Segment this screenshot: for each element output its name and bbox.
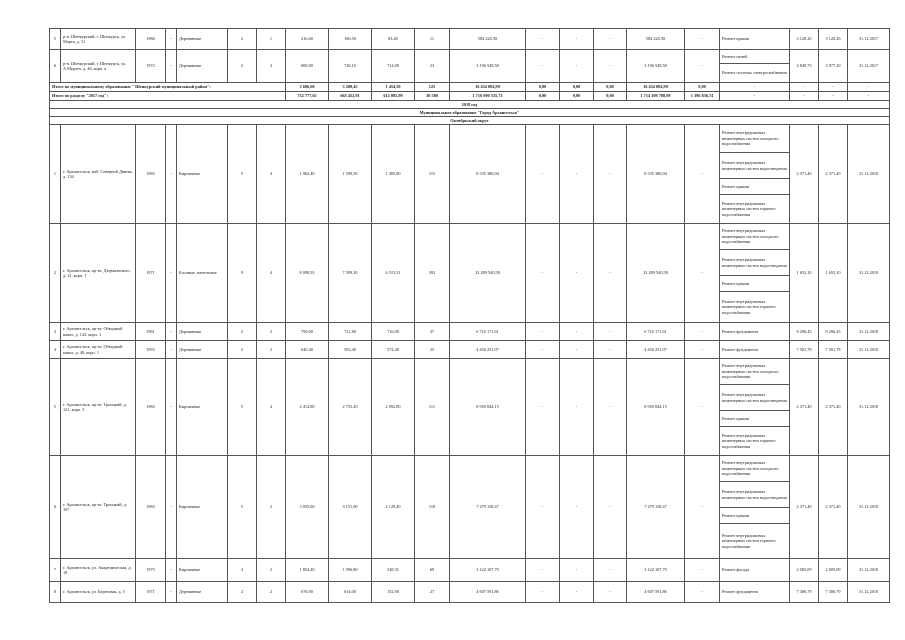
limit-cost-cell: 3 977,20 (819, 50, 848, 83)
total-limit-cell: - (819, 92, 848, 101)
residential-area-cell: 2 129,40 (372, 456, 415, 559)
floors-cell: 2 (228, 582, 257, 603)
total-c3-cell: 0,00 (594, 83, 627, 92)
total-sum2-cell: 16 434 084,99 (627, 83, 685, 92)
fund-cell: - (594, 359, 627, 456)
address-cell: г. Архангельск, пр-кт. Троицкий, д. 121, корп. 5 (61, 359, 136, 456)
row-number: 5 (50, 359, 61, 456)
total-area-cell: 732 777,65 (286, 92, 329, 101)
entrances-cell: 2 (257, 582, 286, 603)
entrances-cell: 2 (257, 323, 286, 341)
wall-material-cell: Блочные, панельные (177, 224, 228, 323)
work-type-item: Ремонт крыши (722, 36, 750, 42)
capital-repair-table (49, 28, 890, 603)
wall-material-cell: Деревянные (177, 582, 228, 603)
limit-cost-cell: 2 371,40 (819, 359, 848, 456)
row-number: 6 (50, 50, 61, 83)
deadline-cell: 31.12.2018 (848, 456, 890, 559)
limit-cost-cell: 1 652,10 (819, 224, 848, 323)
cost-total-cell: 32 289 540,58 (450, 224, 526, 323)
other-funds-cell: - (685, 50, 720, 83)
unit-cost-cell: 9 296,45 (790, 323, 819, 341)
floors-cell: 2 (228, 323, 257, 341)
floors-cell: 2 (228, 29, 257, 50)
other-funds-cell: - (685, 582, 720, 603)
living-area-cell: 721,80 (329, 323, 372, 341)
work-type-item: Ремонт внутридомовых инженерных систем горячего водоснабжения (722, 298, 776, 315)
floors-cell: 5 (228, 359, 257, 456)
year-cell: 1960 (136, 29, 166, 50)
wall-material-cell: Деревянные (177, 50, 228, 83)
entrances-cell: 1 (257, 29, 286, 50)
fund-cell: - (560, 456, 594, 559)
work-types-cell (720, 559, 790, 582)
table-row (50, 50, 890, 83)
total-date-cell: - (848, 83, 890, 92)
fund-cell: - (594, 50, 627, 83)
other-funds-cell: - (685, 125, 720, 224)
work-types-cell (720, 50, 790, 83)
fund-cell: - (526, 29, 560, 50)
work-type-item: Ремонт фундамента (722, 589, 759, 595)
owners-funds-cell: 6 710 171,61 (627, 323, 685, 341)
floors-cell: 4 (228, 559, 257, 582)
work-type-item: Ремонт внутридомовых инженерных систем водоотведения (720, 153, 789, 179)
work-type-item: Ремонт внутридомовых инженерных систем водоотведения (720, 482, 789, 508)
residential-area-cell: 572,40 (372, 341, 415, 359)
fund-cell: - (594, 582, 627, 603)
fund-cell: - (560, 323, 594, 341)
residents-cell: 118 (415, 456, 450, 559)
residential-area-cell: 83,40 (372, 29, 415, 50)
residents-cell: 111 (415, 359, 450, 456)
cost-total-cell: 6 710 171,61 (450, 323, 526, 341)
wall-material-cell: Кирпичные (177, 456, 228, 559)
blank-cell: - (166, 559, 177, 582)
total-area-cell: 640,40 (286, 341, 329, 359)
fund-cell: - (526, 456, 560, 559)
total-label: Итого по муниципальному образованию " Шенкурский муниципальный район": (50, 83, 286, 92)
work-type-item: Ремонт фундамента (722, 328, 759, 334)
owners-funds-cell: 4 607 591,86 (627, 582, 685, 603)
work-type-item: Ремонт печей (720, 50, 789, 64)
work-type-item: Ремонт фундамента (722, 346, 759, 352)
owners-funds-cell: 584 226,58 (627, 29, 685, 50)
fund-cell: - (526, 125, 560, 224)
limit-cost-cell: 3 120,26 (819, 29, 848, 50)
fund-cell: - (594, 125, 627, 224)
work-types-cell (720, 341, 790, 359)
other-funds-cell: - (685, 341, 720, 359)
floors-cell: 2 (228, 50, 257, 83)
wall-material-cell: Деревянные (177, 323, 228, 341)
living-area-cell: 728,10 (329, 50, 372, 83)
living-area-cell: 160,50 (329, 29, 372, 50)
total-works-cell: - (720, 92, 790, 101)
limit-cost-cell: 9 296,45 (819, 323, 848, 341)
row-number: 6 (50, 456, 61, 559)
blank-cell: - (166, 29, 177, 50)
cost-total-cell: 7 479 158,47 (450, 456, 526, 559)
fund-cell: - (560, 125, 594, 224)
living-area-cell: 2 755,20 (329, 359, 372, 456)
total-area-cell: 8 098,93 (286, 224, 329, 323)
work-type-item: Ремонт внутридомовых инженерных систем холодного водоснабжения (720, 125, 789, 153)
work-type-item: Ремонт крыши (720, 411, 789, 427)
wall-material-cell: Кирпичные (177, 125, 228, 224)
blank-cell: - (166, 323, 177, 341)
total-cost-cell: - (790, 83, 819, 92)
work-types-cell (720, 582, 790, 603)
work-type-item: Ремонт внутридомовых инженерных систем водоотведения (720, 385, 789, 411)
address-cell: г. Архангельск, ул. Академическая, д. 18 (61, 559, 136, 582)
blank-cell: - (166, 341, 177, 359)
address-cell: р-н. Шенкурский, г. Шенкурск, ул. А.Мурата, д. 46, корп. а (61, 50, 136, 83)
address-cell: г. Архангельск, пр-кт. Троицкий, д. 167 (61, 456, 136, 559)
work-type-item: Ремонт системы электроснабжения (722, 70, 787, 76)
unit-cost-cell: 7 501,78 (790, 341, 819, 359)
row-number: 2 (50, 224, 61, 323)
fund-cell: - (526, 224, 560, 323)
entrances-cell: 4 (257, 224, 286, 323)
other-funds-cell: - (685, 559, 720, 582)
fund-cell: - (526, 323, 560, 341)
address-cell: г. Архангельск, пр-кт. Дзержинского, д. 21, корп. 1 (61, 224, 136, 323)
work-types-cell (720, 359, 790, 456)
residents-cell: 11 (415, 29, 450, 50)
residential-area-cell: 714,00 (372, 50, 415, 83)
floors-cell: 5 (228, 456, 257, 559)
work-type-item: Ремонт внутридомовых инженерных систем горячего водоснабжения (722, 532, 776, 549)
limit-cost-cell: 2 371,40 (819, 456, 848, 559)
spreadsheet-page (49, 28, 879, 603)
residents-cell: 392 (415, 224, 450, 323)
total-area-cell: 2 414,80 (286, 359, 329, 456)
district-header-row (50, 117, 890, 125)
cost-total-cell: 3 196 549,58 (450, 50, 526, 83)
floors-cell: 5 (228, 125, 257, 224)
residential-area-cell: 548,31 (372, 559, 415, 582)
total-sum-cell: 16 434 084,99 (450, 83, 526, 92)
total-sum-cell: 1 716 090 535,73 (450, 92, 526, 101)
total-area-cell: 676,90 (286, 582, 329, 603)
table-row (50, 29, 890, 50)
total-area-cell: 1 854,40 (286, 559, 329, 582)
other-funds-cell: - (685, 224, 720, 323)
address-cell: г. Архангельск, наб. Северной Двины, д. 134 (61, 125, 136, 224)
total-area-r-cell: 1 454,50 (372, 83, 415, 92)
entrances-cell: 2 (257, 456, 286, 559)
total-area-cell: 790,00 (286, 323, 329, 341)
fund-cell: - (526, 582, 560, 603)
wall-material-cell: Деревянные (177, 341, 228, 359)
address-cell: г. Архангельск, ул. Берёзовая, д. 5 (61, 582, 136, 603)
unit-cost-cell: 2 371,40 (790, 359, 819, 456)
table-row (50, 559, 890, 582)
total-people-cell: 125 (415, 83, 450, 92)
wall-material-cell: Деревянные (177, 29, 228, 50)
fund-cell: - (560, 50, 594, 83)
living-area-cell: 1 599,50 (329, 125, 372, 224)
total-c3-cell: 0,00 (594, 92, 627, 101)
row-number: 5 (50, 29, 61, 50)
fund-cell: - (594, 456, 627, 559)
unit-cost-cell: 4 849,73 (790, 50, 819, 83)
municipality-total-row (50, 83, 890, 92)
total-cost-cell: - (790, 92, 819, 101)
row-number: 7 (50, 559, 61, 582)
total-area-cell: 1 962,40 (286, 125, 329, 224)
owners-funds-cell: 4 456 251,07 (627, 341, 685, 359)
fund-cell: - (594, 559, 627, 582)
limit-cost-cell: 2 371,40 (819, 125, 848, 224)
year-cell: 1971 (136, 224, 166, 323)
total-area-l-cell: 665 452,91 (329, 92, 372, 101)
total-area-cell: 3 055,60 (286, 456, 329, 559)
entrances-cell: 4 (257, 125, 286, 224)
row-number: 4 (50, 341, 61, 359)
owners-funds-cell: 7 479 158,47 (627, 456, 685, 559)
fund-cell: - (526, 50, 560, 83)
fund-cell: - (560, 29, 594, 50)
work-types-cell (720, 29, 790, 50)
work-type-item: Ремонт фасада (722, 567, 750, 573)
year-header-row (50, 101, 890, 109)
deadline-cell: 31.12.2018 (848, 224, 890, 323)
work-type-item: Ремонт внутридомовых инженерных систем холодного водоснабжения (720, 359, 789, 385)
year-cell: 1972 (136, 50, 166, 83)
owners-funds-cell: 8 950 844,15 (627, 359, 685, 456)
residential-area-cell: 152,90 (372, 582, 415, 603)
total-date-cell: - (848, 92, 890, 101)
year-cell: 1971 (136, 582, 166, 603)
district-header-row-text: Октябрьский округ (50, 117, 890, 125)
fund-cell: - (560, 559, 594, 582)
total-people-cell: 30 580 (415, 92, 450, 101)
municipality-header-row (50, 109, 890, 117)
wall-material-cell: Кирпичные (177, 559, 228, 582)
address-cell: г. Архангельск, пр-кт. Обводный канал, д. 143, корп. 1 (61, 323, 136, 341)
total-area-cell: 800,00 (286, 50, 329, 83)
deadline-cell: 31.12.2018 (848, 582, 890, 603)
fund-cell: - (560, 224, 594, 323)
blank-cell: - (166, 456, 177, 559)
table-row (50, 359, 890, 456)
residents-cell: 69 (415, 559, 450, 582)
living-area-cell: 1 596,80 (329, 559, 372, 582)
residents-cell: 115 (415, 125, 450, 224)
other-funds-cell: - (685, 29, 720, 50)
fund-cell: - (526, 359, 560, 456)
residents-cell: 25 (415, 341, 450, 359)
entrances-cell: 2 (257, 559, 286, 582)
table-row (50, 323, 890, 341)
total-limit-cell: - (819, 83, 848, 92)
fund-cell: - (594, 341, 627, 359)
residents-cell: 37 (415, 323, 450, 341)
year-cell: 1965 (136, 125, 166, 224)
fund-cell: - (594, 323, 627, 341)
total-c1-cell: 0,00 (526, 92, 560, 101)
fund-cell: - (594, 29, 627, 50)
owners-funds-cell: 32 289 540,58 (627, 224, 685, 323)
deadline-cell: 31.12.2018 (848, 341, 890, 359)
living-area-cell: 614,00 (329, 582, 372, 603)
residents-cell: 27 (415, 582, 450, 603)
work-type-item: Ремонт крыши (720, 276, 789, 292)
blank-cell: - (166, 359, 177, 456)
blank-cell: - (166, 224, 177, 323)
total-c4-cell: 1 396 836,74 (685, 92, 720, 101)
table-row (50, 582, 890, 603)
table-row (50, 456, 890, 559)
total-c2-cell: 0,00 (560, 83, 594, 92)
work-type-item: Ремонт внутридомовых инженерных систем холодного водоснабжения (720, 224, 789, 250)
work-type-item: Ремонт внутридомовых инженерных систем горячего водоснабжения (722, 200, 776, 217)
total-sum2-cell: 1 714 109 788,09 (627, 92, 685, 101)
total-c4-cell: 0,00 (685, 83, 720, 92)
total-area-r-cell: 612 085,09 (372, 92, 415, 101)
year-cell: 1955 (136, 341, 166, 359)
municipality-header-row-text: Муниципальное образование "Город Архангельск" (50, 109, 890, 117)
table-row (50, 224, 890, 323)
fund-cell: - (526, 341, 560, 359)
cost-total-cell: 8 950 844,15 (450, 359, 526, 456)
unit-cost-cell: 1 652,10 (790, 224, 819, 323)
cost-total-cell: 584 226,58 (450, 29, 526, 50)
table-row (50, 341, 890, 359)
unit-cost-cell: 2 005,09 (790, 559, 819, 582)
unit-cost-cell: 2 371,40 (790, 125, 819, 224)
cost-total-cell: 4 607 591,86 (450, 582, 526, 603)
cost-total-cell: 8 535 380,04 (450, 125, 526, 224)
work-types-cell (720, 224, 790, 323)
address-cell: г. Архангельск, пр-кт. Обводный канал, д. 48, корп. 1 (61, 341, 136, 359)
row-number: 1 (50, 125, 61, 224)
total-area-l-cell: 3 208,45 (329, 83, 372, 92)
owners-funds-cell: 8 535 380,04 (627, 125, 685, 224)
residential-area-cell: 2 092,80 (372, 359, 415, 456)
fund-cell: - (560, 359, 594, 456)
limit-cost-cell: 2 005,09 (819, 559, 848, 582)
living-area-cell: 3 151,90 (329, 456, 372, 559)
residential-area-cell: 6 515,21 (372, 224, 415, 323)
work-type-item: Ремонт крыши (720, 179, 789, 195)
row-number: 8 (50, 582, 61, 603)
year-cell: 1975 (136, 559, 166, 582)
blank-cell: - (166, 125, 177, 224)
work-type-item: Ремонт внутридомовых инженерных систем холодного водоснабжения (720, 456, 789, 482)
wall-material-cell: Кирпичные (177, 359, 228, 456)
cost-total-cell: 4 456 251,07 (450, 341, 526, 359)
other-funds-cell: - (685, 323, 720, 341)
deadline-cell: 31.12.2017 (848, 29, 890, 50)
year-cell: 1961 (136, 323, 166, 341)
other-funds-cell: - (685, 456, 720, 559)
blank-cell: - (166, 582, 177, 603)
total-c1-cell: 0,00 (526, 83, 560, 92)
work-types-cell (720, 125, 790, 224)
residents-cell: 23 (415, 50, 450, 83)
row-number: 3 (50, 323, 61, 341)
fund-cell: - (560, 582, 594, 603)
work-types-cell (720, 456, 790, 559)
entrances-cell: 2 (257, 341, 286, 359)
owners-funds-cell: 3 122 107,79 (627, 559, 685, 582)
table-row (50, 125, 890, 224)
total-area-cell: 216,60 (286, 29, 329, 50)
limit-cost-cell: 7 501,78 (819, 341, 848, 359)
entrances-cell: 3 (257, 50, 286, 83)
year-cell: 1965 (136, 359, 166, 456)
total-area-cell: 3 606,60 (286, 83, 329, 92)
total-works-cell: - (720, 83, 790, 92)
work-type-item: Ремонт внутридомовых инженерных систем горячего водоснабжения (722, 432, 776, 449)
living-area-cell: 7 399,30 (329, 224, 372, 323)
year-header-row-text: 2018 год (50, 101, 890, 109)
fund-cell: - (594, 224, 627, 323)
work-types-cell (720, 323, 790, 341)
deadline-cell: 31.12.2018 (848, 125, 890, 224)
living-area-cell: 593,40 (329, 341, 372, 359)
blank-cell: - (166, 50, 177, 83)
stage-total-row (50, 92, 890, 101)
year-cell: 1965 (136, 456, 166, 559)
entrances-cell: 4 (257, 359, 286, 456)
deadline-cell: 31.12.2018 (848, 359, 890, 456)
unit-cost-cell: 2 371,40 (790, 456, 819, 559)
address-cell: р-н. Шенкурский, г. Шенкурск, ул. Марта, д. 31 (61, 29, 136, 50)
residential-area-cell: 716,00 (372, 323, 415, 341)
deadline-cell: 31.12.2017 (848, 50, 890, 83)
fund-cell: - (526, 559, 560, 582)
unit-cost-cell: 3 120,26 (790, 29, 819, 50)
work-type-item: Ремонт крыши (720, 508, 789, 524)
total-label: Итого по разделу "2017 год": (50, 92, 286, 101)
floors-cell: 9 (228, 224, 257, 323)
fund-cell: - (560, 341, 594, 359)
deadline-cell: 31.12.2018 (848, 559, 890, 582)
floors-cell: 2 (228, 341, 257, 359)
owners-funds-cell: 3 196 549,58 (627, 50, 685, 83)
unit-cost-cell: 7 306,79 (790, 582, 819, 603)
cost-total-cell: 3 122 107,79 (450, 559, 526, 582)
total-c2-cell: 0,00 (560, 92, 594, 101)
work-type-item: Ремонт внутридомовых инженерных систем водоотведения (720, 250, 789, 276)
residential-area-cell: 1 485,80 (372, 125, 415, 224)
other-funds-cell: - (685, 359, 720, 456)
limit-cost-cell: 7 306,79 (819, 582, 848, 603)
deadline-cell: 31.12.2018 (848, 323, 890, 341)
